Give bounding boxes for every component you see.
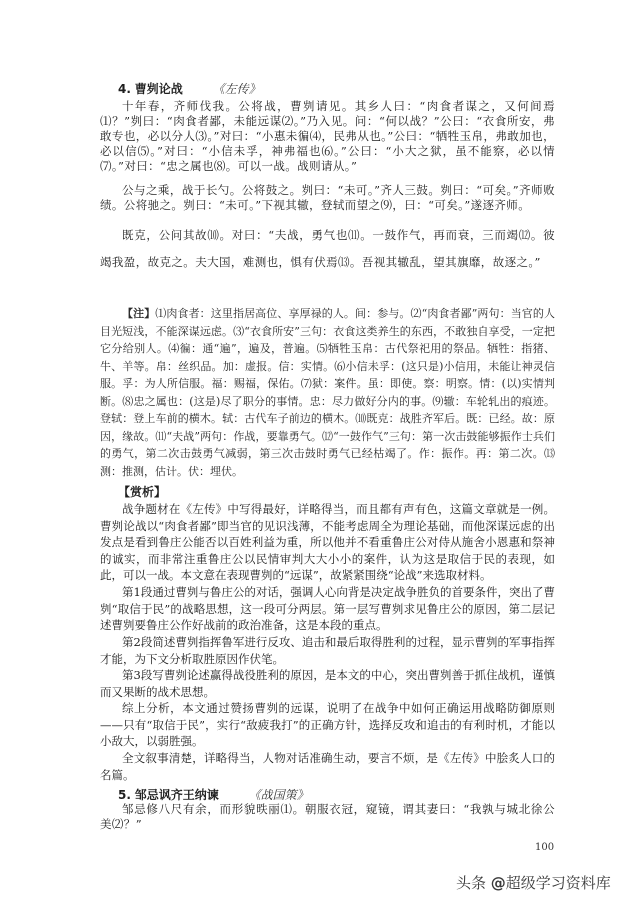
analysis-paragraph-6: 全文叙事清楚，详略得当，人物对话准确生动，要言不烦，是《左传》中脍炙人口的名篇。 — [100, 751, 555, 782]
section-4-heading — [118, 80, 261, 97]
watermark-at: @ — [490, 874, 506, 892]
section-4-number: 4. — [118, 82, 131, 96]
section-5-heading — [118, 786, 309, 803]
original-text-paragraph-1: 十年春，齐师伐我。公将战，曹刿请见。其乡人曰：“肉食者谋之，又何间焉⑴？”刿曰：“肉食者鄙，未能远谋⑵。”乃入见。问：“何以战？”公曰：“衣食所安，弗敢专也，必以分人⑶。”对曰：“小惠未徧⑷，民弗从也。”公曰：“牺牲玉帛，弗敢加也，必以信⑸。”对曰：“小信未孚，神弗福也⑹。”公曰：“小大之狱，虽不能察，必以情⑺。”对曰：“忠之属也⑻。可以一战。战则请从。” — [100, 99, 555, 173]
notes-label: 【注】 — [122, 307, 156, 320]
page-number: 100 — [535, 842, 555, 853]
section-5-title: 邹忌讽齐王纳谏 — [134, 788, 219, 802]
analysis-paragraph-1: 战争题材在《左传》中写得最好，详略得当，而且都有声有色，这篇文章就是一例。曹刿论战以“肉食者鄙”即当官的见识浅薄，不能考虑周全为理论基础，而他深谋远虑的出发点是看到鲁庄公能否以百姓利益为重，所以他并不看重鲁庄公对侍从施舍小恩惠和祭神的诚实，而非常注重鲁庄公以民情审判大大小小的案件，认为这是取信于民的表现，如此，可以一战。本文意在表现曹刿的“远谋”，故紧紧围绕“论战”来选取材料。 — [100, 502, 555, 582]
section-5-first-line: 邹忌修八尺有余，而形貌昳丽⑴。朝服衣冠，窥镜，谓其妻曰：“我孰与城北徐公美⑵？” — [100, 802, 555, 831]
analysis-paragraph-5: 综上分析，本文通过赞扬曹刿的远谋，说明了在战争中如何正确运用战略防御原则——只有“取信于民”，实行“敌疲我打”的正确方针，选择反攻和追击的有利时机，才能以小敌大，以弱胜强。 — [100, 701, 555, 748]
section-5-number: 5. — [118, 788, 131, 802]
watermark — [456, 872, 611, 893]
analysis-paragraph-3: 第2段简述曹刿指挥鲁军进行反攻、追击和最后取得胜利的过程，显示曹刿的军事指挥才能，为下文分析取胜原因作伏笔。 — [100, 635, 555, 666]
section-5-source: 《战国策》 — [248, 788, 309, 802]
notes-text: ⑴肉食者：这里指居高位、享厚禄的人。间：参与。⑵“肉食者鄙”两句：当官的人目光短浅，不能深谋远虑。⑶“衣食所安”三句：衣食这类养生的东西，不敢独自享受，一定把它分给别人。⑷徧：通“遍”，遍及，普遍。⑸牺牲玉帛：古代祭祀用的祭品。牺牲：指猪、牛、羊等。帛：丝织品。加：虚报。信：实情。⑹小信未孚：(这只是)小信用，未能让神灵信服。孚：为人所信服。福：赐福，保佑。⑺狱：案件。虽：即使。察：明察。情：(以)实情判断。⑻忠之属也：(这是)尽了职分的事情。忠：尽力做好分内的事。⑼辙：车轮轧出的痕迹。登轼：登上车前的横木。轼：古代车子前边的横木。⑽既克：战胜齐军后。既：已经。故：原因，缘故。⑾“夫战”两句：作战，要靠勇气。⑿“一鼓作气”三句：第一次击鼓能够振作士兵们的勇气，第二次击鼓勇气减弱，第三次击鼓时勇气已经枯竭了。作：振作。再：第二次。⒀测：推测，估计。伏：埋伏。 — [100, 307, 556, 478]
notes-block — [100, 305, 555, 480]
watermark-prefix: 头条 — [456, 874, 487, 892]
analysis-paragraph-4: 第3段写曹刿论述赢得战役胜利的原因，是本文的中心，突出曹刿善于抓住战机，谨慎而又果断的战术思想。 — [100, 668, 555, 699]
section-4-title: 曹刿论战 — [134, 82, 183, 96]
analysis-label: 【赏析】 — [118, 485, 167, 499]
watermark-account: 超级学习资料库 — [505, 874, 611, 892]
analysis-paragraph-2: 第1段通过曹刿与鲁庄公的对话，强调人心向背是决定战争胜负的首要条件，突出了曹刿“取信于民”的战略思想，这一段可分两层。第一层写曹刿求见鲁庄公的原因，第二层记述曹刿要鲁庄公作好战前的政治准备，这是本段的重点。 — [100, 585, 555, 632]
section-4-source: 《左传》 — [212, 82, 261, 96]
original-text-paragraph-3: 既克，公问其故⑽。对曰：“夫战，勇气也⑾。一鼓作气，再而衰，三而竭⑿。彼竭我盈，故克之。夫大国，难测也，惧有伏焉⒀。吾视其辙乱，望其旗靡，故逐之。” — [100, 228, 555, 269]
original-text-paragraph-2: 公与之乘，战于长勺。公将鼓之。刿曰：“未可。”齐人三鼓。刿曰：“可矣。”齐师败绩。公将驰之。刿曰：“未可。”下视其辙，登轼而望之⑼，曰：“可矣。”遂逐齐师。 — [100, 183, 555, 212]
